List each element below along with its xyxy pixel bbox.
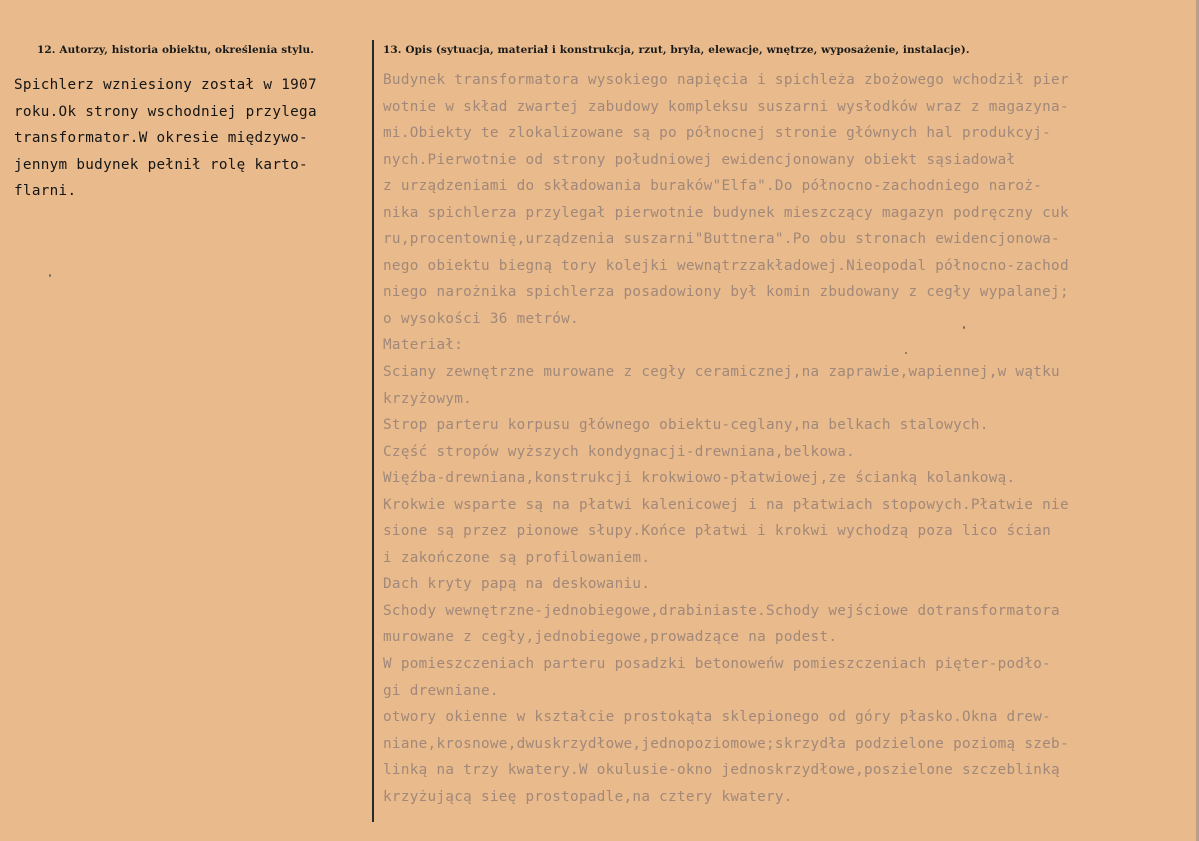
text-line: otwory okienne w kształcie prostokąta sklepionego od góry płasko.Okna drew- xyxy=(383,709,1052,726)
text-line: z urządzeniami do składowania buraków"Elfa".Do północno-zachodniego naroż- xyxy=(383,178,1043,195)
text-line: linką na trzy kwatery.W okulusie-okno jednoskrzydłowe,poszielone szczeblinką xyxy=(383,762,1060,779)
text-line: Krokwie wsparte są na płatwi kalenicowej i na płatwiach stopowych.Płatwie nie xyxy=(383,496,1069,513)
paper-speck xyxy=(905,352,907,354)
text-line: i zakończone są profilowaniem. xyxy=(383,549,651,566)
text-line: gi drewniane. xyxy=(383,682,499,699)
text-line: niane,krosnowe,dwuskrzydłowe,jednopoziomowe;skrzydła podzielone poziomą szeb- xyxy=(383,735,1069,752)
text-line: Część stropów wyższych kondygnacji-drewniana,belkowa. xyxy=(383,443,856,460)
text-line: nych.Pierwotnie od strony południowej ewidencjonowany obiekt sąsiadował xyxy=(383,151,1016,168)
text-line: o wysokości 36 metrów. xyxy=(383,310,579,327)
text-line: Budynek transformatora wysokiego napięcia i spichleża zbożowego wchodził pier xyxy=(383,72,1069,88)
text-line: Dach kryty papą na deskowaniu. xyxy=(383,576,651,593)
text-line: Więźba-drewniana,konstrukcji krokwiowo-płatwiowej,ze ścianką kolankową. xyxy=(383,470,1016,487)
text-line: jennym budynek pełnił rolę karto- xyxy=(14,156,308,173)
section-13-header: 13. Opis (sytuacja, materiał i konstrukcja, rzut, bryła, elewacje, wnętrze, wyposażenie, instalacje). xyxy=(383,44,970,56)
section-12-text xyxy=(14,72,364,205)
section-13-text xyxy=(383,67,1183,810)
paper-speck xyxy=(49,274,51,277)
text-line: sione są przez pionowe słupy.Końce płatwi i krokwi wychodzą poza lico ścian xyxy=(383,523,1052,540)
text-line: Sciany zewnętrzne murowane z cegły ceramicznej,na zaprawie,wapiennej,w wątku xyxy=(383,364,1060,381)
text-line: Schody wewnętrzne-jednobiegowe,drabiniaste.Schody wejściowe dotransformatora xyxy=(383,602,1060,619)
text-line: Spichlerz wzniesiony został w 1907 xyxy=(14,77,317,93)
text-line: Materiał: xyxy=(383,337,464,354)
text-line: krzyżowym. xyxy=(383,390,473,407)
text-line: roku.Ok strony wschodniej przylega xyxy=(14,103,317,120)
text-line: niego narożnika spichlerza posadowiony był komin zbudowany z cegły wypalanej; xyxy=(383,284,1069,301)
text-line: W pomieszczeniach parteru posadzki betonoweńw pomieszczeniach pięter-podło- xyxy=(383,656,1052,673)
paper-speck xyxy=(963,326,965,329)
text-line: ru,procentownię,urządzenia suszarni"Buttnera".Po obu stronach ewidencjonowa- xyxy=(383,231,1060,248)
text-line: nika spichlerza przylegał pierwotnie budynek mieszczący magazyn podręczny cuk xyxy=(383,204,1069,221)
text-line: Strop parteru korpusu głównego obiektu-ceglany,na belkach stalowych. xyxy=(383,417,989,434)
text-line: mi.Obiekty te zlokalizowane są po północnej stronie głównych hal produkcyj- xyxy=(383,125,1052,142)
text-line: wotnie w skład zwartej zabudowy kompleksu suszarni wysłodków wraz z magazyna- xyxy=(383,98,1069,115)
text-line: transformator.W okresie międzywo- xyxy=(14,130,308,146)
text-line: murowane z cegły,jednobiegowe,prowadzące na podest. xyxy=(383,629,838,646)
column-divider xyxy=(372,40,374,822)
text-line: nego obiektu biegną tory kolejki wewnątrzzakładowej.Nieopodal północno-zachod xyxy=(383,257,1069,274)
text-line: flarni. xyxy=(14,183,77,199)
section-12-header: 12. Autorzy, historia obiektu, określenia stylu. xyxy=(37,44,315,56)
text-line: krzyżującą sieę prostopadle,na cztery kwatery. xyxy=(383,788,793,805)
